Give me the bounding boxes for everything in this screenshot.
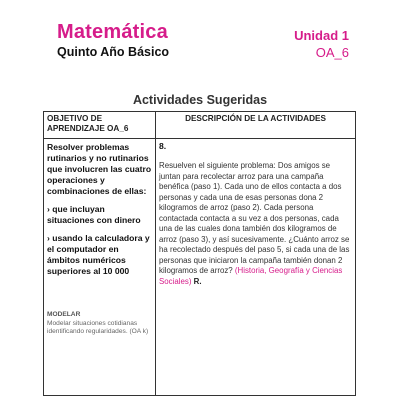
objective-cell bbox=[44, 139, 156, 396]
oa-label: OA_6 bbox=[315, 45, 349, 60]
objective-column-header: OBJETIVO DE APRENDIZAJE OA_6 bbox=[44, 112, 156, 139]
activity-tag: R. bbox=[193, 276, 202, 286]
activity-text bbox=[159, 161, 352, 287]
subject-link[interactable]: (Historia, Geografía y Ciencias Sociales) bbox=[159, 266, 343, 286]
description-cell bbox=[156, 139, 356, 396]
objective-bullet: › que incluyan situaciones con dinero bbox=[47, 204, 141, 225]
activities-table bbox=[43, 111, 356, 396]
activity-body: Resuelven el siguiente problema: Dos amigos se juntan para recolectar arroz para una campaña benéfica (paso 1). Cada uno de ellos contacta a dos personas y cada una de esas personas dona 2 kilogramos de arroz (paso 2). Cada persona contactada contacta a su vez a dos personas, cada una de las cuales dona también dos kilogramos de arroz (paso 3), y así sucesivamente. ¿Cuánto arroz se ha recolectado después del paso 5, si cada una de las personas que iniciaron la campaña también donan 2 kilogramos de arroz? bbox=[159, 161, 350, 275]
subject-title: Matemática bbox=[57, 21, 168, 43]
objective-main: Resolver problemas rutinarios y no rutinarios que involucren las cuatro operaciones y combinaciones de ellas: bbox=[47, 142, 152, 196]
table-header-row bbox=[44, 112, 356, 139]
section-title: Actividades Sugeridas bbox=[132, 93, 268, 107]
activity-number: 8. bbox=[159, 141, 167, 151]
objective-text bbox=[47, 142, 152, 277]
table-row bbox=[44, 139, 356, 396]
model-title: MODELAR bbox=[47, 311, 81, 318]
description-column-header: DESCRIPCIÓN DE LA ACTIVIDADES bbox=[156, 112, 356, 139]
model-text: Modelar situaciones cotidianas identificando regularidades. (OA k) bbox=[47, 319, 149, 335]
grade-subtitle: Quinto Año Básico bbox=[57, 45, 170, 59]
model-note bbox=[47, 311, 152, 337]
objective-bullet: › usando la calculadora y el computador en ámbitos numéricos superiores al 10 000 bbox=[47, 233, 150, 276]
unit-label: Unidad 1 bbox=[294, 28, 349, 43]
